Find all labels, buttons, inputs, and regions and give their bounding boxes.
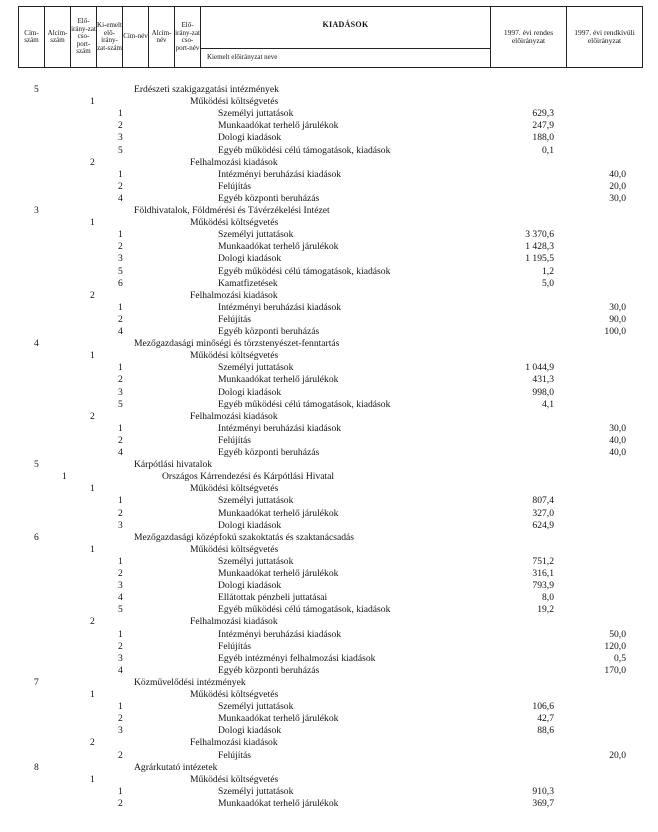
row-number: 6	[118, 277, 123, 289]
row-label: Felújítás	[218, 749, 252, 761]
row-number: 2	[118, 241, 123, 253]
row-label: Felhalmozási kiadások	[190, 156, 278, 168]
rendes-value: 1 044,9	[525, 362, 554, 374]
row-label: Egyéb központi beruházás	[218, 192, 320, 204]
row-label: Kamatfizetések	[218, 277, 278, 289]
row-number: 4	[118, 664, 123, 676]
table-row	[0, 508, 658, 520]
row-label: Dologi kiadások	[218, 132, 282, 144]
row-label: Mezőgazdasági minőségi és törzstenyészet-fenntartás	[134, 338, 340, 350]
row-label: Személyi juttatások	[218, 701, 294, 713]
rendes-value: 1,2	[542, 265, 554, 277]
rendes-value: 5,0	[542, 277, 554, 289]
header-alcimnev: Alcím-név	[149, 7, 175, 68]
row-label: Egyéb működési célú támogatások, kiadások	[218, 265, 391, 277]
rendes-value: 998,0	[532, 386, 554, 398]
table-row	[0, 120, 658, 132]
table-row	[0, 580, 658, 592]
row-label: Személyi juttatások	[218, 229, 294, 241]
table-row	[0, 677, 658, 689]
rendkivuli-value: 90,0	[609, 313, 626, 325]
table-row	[0, 96, 658, 108]
row-number: 2	[118, 507, 123, 519]
rendkivuli-value: 20,0	[609, 180, 626, 192]
row-number: 1	[90, 773, 95, 785]
row-number: 2	[90, 616, 95, 628]
rendkivuli-value: 40,0	[609, 168, 626, 180]
row-label: Személyi juttatások	[218, 362, 294, 374]
row-label: Felhalmozási kiadások	[190, 410, 278, 422]
table-row	[0, 604, 658, 616]
row-number: 4	[118, 592, 123, 604]
row-number: 3	[118, 386, 123, 398]
row-label: Intézményi beruházási kiadások	[218, 301, 342, 313]
table-row	[0, 350, 658, 362]
table-row	[0, 374, 658, 386]
rendes-value: 793,9	[532, 580, 554, 592]
row-number: 2	[118, 434, 123, 446]
rendes-value: 624,9	[532, 519, 554, 531]
rendkivuli-value: 40,0	[609, 447, 626, 458]
rendes-value: 807,4	[532, 495, 554, 507]
header-kiemelt-eloiranyzatszam: Ki-emelt elő-irány-zat-szám	[97, 7, 123, 68]
table-row	[0, 495, 658, 507]
row-label: Személyi juttatások	[218, 108, 294, 120]
row-number: 2	[118, 120, 123, 132]
row-label: Működési költségvetés	[190, 483, 279, 495]
row-label: Munkaadókat terhelő járulékok	[218, 713, 339, 725]
row-label: Munkaadókat terhelő járulékok	[218, 241, 339, 253]
rendes-value: 1 428,3	[525, 241, 554, 253]
row-number: 2	[90, 410, 95, 422]
row-label: Működési költségvetés	[190, 773, 279, 785]
row-number: 3	[118, 652, 123, 664]
table-row	[0, 653, 658, 665]
row-label: Ellátottak pénzbeli juttatásai	[218, 592, 328, 604]
row-label: Működési költségvetés	[190, 543, 279, 555]
rendkivuli-value: 0,5	[614, 652, 626, 664]
table-row	[0, 217, 658, 229]
row-number: 1	[118, 701, 123, 713]
rendes-value: 1 195,5	[525, 253, 554, 265]
header-kiadasok: KIADÁSOK	[201, 7, 491, 49]
table-row	[0, 241, 658, 253]
table-row	[0, 568, 658, 580]
row-number: 4	[118, 326, 123, 337]
table-row	[0, 798, 658, 810]
header-eloiranyzat-csoportszam: Elő-irány-zat cso-port-szám	[71, 7, 97, 68]
table-row	[0, 362, 658, 374]
table-row	[0, 459, 658, 471]
table-row	[0, 314, 658, 326]
header-rendkivuli-eloiranyzat: 1997. évi rendkívüli előirányzat	[567, 7, 643, 68]
row-label: Felhalmozási kiadások	[190, 289, 278, 301]
row-label: Működési költségvetés	[190, 689, 279, 700]
row-label: Egyéb működési célú támogatások, kiadások	[218, 604, 391, 616]
row-label: Munkaadókat terhelő járulékok	[218, 120, 339, 132]
row-label: Személyi juttatások	[218, 785, 294, 797]
row-number: 2	[90, 289, 95, 301]
row-label: Felújítás	[218, 180, 252, 192]
header-eloiranyzat-csoportnev: Elő-irány-zat cso-port-név	[175, 7, 201, 68]
row-number: 2	[118, 640, 123, 652]
table-row	[0, 556, 658, 568]
table-row	[0, 447, 658, 459]
table-row	[0, 326, 658, 338]
row-label: Egyéb működési célú támogatások, kiadások	[218, 398, 391, 410]
rendkivuli-value: 50,0	[609, 628, 626, 640]
table-row	[0, 290, 658, 302]
row-number: 1	[118, 555, 123, 567]
table-row	[0, 169, 658, 181]
row-number: 2	[118, 374, 123, 386]
row-label: Dologi kiadások	[218, 519, 282, 531]
row-label: Felújítás	[218, 434, 252, 446]
rendes-value: 629,3	[532, 108, 554, 120]
row-number: 1	[90, 543, 95, 555]
row-number: 2	[118, 749, 123, 761]
row-label: Dologi kiadások	[218, 253, 282, 265]
table-row	[0, 471, 658, 483]
header-cimszam: Cím-szám	[19, 7, 45, 68]
rendes-value: 3 370,6	[525, 229, 554, 241]
row-number: 7	[34, 676, 39, 688]
table-header	[18, 6, 643, 68]
table-row	[0, 387, 658, 399]
row-label: Működési költségvetés	[190, 217, 279, 229]
rendkivuli-value: 30,0	[609, 301, 626, 313]
rendkivuli-value: 170,0	[604, 664, 626, 676]
table-row	[0, 544, 658, 556]
row-number: 1	[118, 168, 123, 180]
table-row	[0, 713, 658, 725]
row-number: 4	[118, 192, 123, 204]
table-row	[0, 399, 658, 411]
row-label: Országos Kárrendezési és Kárpótlási Hivatal	[162, 471, 335, 483]
row-label: Felhalmozási kiadások	[190, 616, 278, 628]
table-row	[0, 108, 658, 120]
table-row	[0, 701, 658, 713]
row-label: Agrárkutató intézetek	[134, 761, 218, 773]
row-label: Működési költségvetés	[190, 350, 279, 362]
row-number: 1	[62, 471, 67, 483]
header-cimnev: Cím-név	[123, 7, 149, 68]
row-label: Egyéb központi beruházás	[218, 664, 320, 676]
row-label: Felújítás	[218, 313, 252, 325]
row-label: Dologi kiadások	[218, 725, 282, 737]
table-row	[0, 193, 658, 205]
table-row	[0, 532, 658, 544]
row-number: 1	[118, 362, 123, 374]
rendes-value: 8,0	[542, 592, 554, 604]
rendkivuli-value: 30,0	[609, 192, 626, 204]
row-number: 2	[90, 737, 95, 749]
row-number: 1	[118, 301, 123, 313]
row-number: 2	[90, 156, 95, 168]
table-row	[0, 145, 658, 157]
rendes-value: 316,1	[532, 568, 554, 579]
table-row	[0, 302, 658, 314]
rendes-value: 0,1	[542, 144, 554, 156]
row-number: 3	[118, 580, 123, 592]
rendes-value: 327,0	[532, 507, 554, 519]
table-row	[0, 181, 658, 193]
row-number: 5	[118, 604, 123, 616]
rendes-value: 4,1	[542, 398, 554, 410]
row-label: Kárpótlási hivatalok	[134, 459, 213, 471]
row-number: 2	[118, 313, 123, 325]
table-row	[0, 435, 658, 447]
row-number: 1	[90, 689, 95, 700]
row-label: Munkaadókat terhelő járulékok	[218, 374, 339, 386]
row-number: 6	[34, 531, 39, 543]
rendes-value: 431,3	[532, 374, 554, 386]
rendes-value: 19,2	[537, 604, 554, 616]
table-row	[0, 253, 658, 265]
row-number: 1	[90, 483, 95, 495]
table-row	[0, 278, 658, 290]
row-number: 2	[118, 180, 123, 192]
table-row	[0, 229, 658, 241]
row-label: Intézményi beruházási kiadások	[218, 422, 342, 434]
table-row	[0, 266, 658, 278]
row-label: Közművelődési intézmények	[134, 676, 246, 688]
row-number: 1	[118, 495, 123, 507]
table-row	[0, 338, 658, 350]
row-label: Földhivatalok, Földmérési és Távérzékelési Intézet	[134, 205, 330, 216]
row-label: Egyéb működési célú támogatások, kiadások	[218, 144, 391, 156]
row-number: 5	[118, 398, 123, 410]
rendes-value: 751,2	[532, 555, 554, 567]
row-label: Személyi juttatások	[218, 495, 294, 507]
rendes-value: 188,0	[532, 132, 554, 144]
table-row	[0, 205, 658, 217]
table-row	[0, 616, 658, 628]
rendes-value: 106,6	[532, 701, 554, 713]
row-number: 1	[118, 108, 123, 120]
row-number: 3	[118, 253, 123, 265]
row-number: 4	[34, 338, 39, 350]
row-number: 1	[118, 422, 123, 434]
rendkivuli-value: 30,0	[609, 422, 626, 434]
table-row	[0, 423, 658, 435]
rendes-value: 247,9	[532, 120, 554, 132]
rendes-value: 42,7	[537, 713, 554, 725]
row-number: 1	[90, 96, 95, 108]
table-row	[0, 411, 658, 423]
row-label: Munkaadókat terhelő járulékok	[218, 568, 339, 579]
row-label: Felhalmozási kiadások	[190, 737, 278, 749]
table-row	[0, 629, 658, 641]
row-number: 4	[118, 447, 123, 458]
row-label: Mezőgazdasági középfokú szakoktatás és szaktanácsadás	[134, 531, 355, 543]
table-row	[0, 665, 658, 677]
table-row	[0, 483, 658, 495]
header-rendes-eloiranyzat: 1997. évi rendes előirányzat	[491, 7, 567, 68]
rendes-value: 369,7	[532, 797, 554, 809]
row-number: 2	[118, 713, 123, 725]
row-number: 1	[90, 350, 95, 362]
row-label: Dologi kiadások	[218, 386, 282, 398]
row-number: 3	[118, 519, 123, 531]
table-row	[0, 786, 658, 798]
table-row	[0, 157, 658, 169]
row-label: Egyéb központi beruházás	[218, 447, 320, 458]
rendkivuli-value: 20,0	[609, 749, 626, 761]
row-number: 1	[118, 229, 123, 241]
row-label: Intézményi beruházási kiadások	[218, 168, 342, 180]
row-number: 3	[118, 725, 123, 737]
rendkivuli-value: 40,0	[609, 434, 626, 446]
row-number: 1	[90, 217, 95, 229]
row-label: Egyéb intézményi felhalmozási kiadások	[218, 652, 376, 664]
row-number: 3	[118, 132, 123, 144]
rendkivuli-value: 100,0	[604, 326, 626, 337]
table-row	[0, 689, 658, 701]
row-number: 1	[118, 628, 123, 640]
header-kiemelt-eloiranyzat-neve: Kiemelt előirányzat neve	[201, 49, 491, 68]
row-number: 5	[118, 265, 123, 277]
table-row	[0, 641, 658, 653]
table-row	[0, 737, 658, 749]
row-label: Erdészeti szakigazgatási intézmények	[134, 84, 279, 95]
row-label: Intézményi beruházási kiadások	[218, 628, 342, 640]
table-row	[0, 725, 658, 737]
table-row	[0, 520, 658, 532]
table-row	[0, 762, 658, 774]
header-alcimszam: Alcím-szám	[45, 7, 71, 68]
row-number: 5	[34, 84, 39, 95]
row-label: Felújítás	[218, 640, 252, 652]
row-label: Dologi kiadások	[218, 580, 282, 592]
row-number: 2	[118, 797, 123, 809]
table-row	[0, 774, 658, 786]
row-label: Munkaadókat terhelő járulékok	[218, 797, 339, 809]
row-number: 5	[34, 459, 39, 471]
row-label: Személyi juttatások	[218, 555, 294, 567]
row-number: 3	[34, 205, 39, 216]
table-row	[0, 84, 658, 96]
row-number: 1	[118, 785, 123, 797]
rendes-value: 910,3	[532, 785, 554, 797]
table-row	[0, 132, 658, 144]
rendes-value: 88,6	[537, 725, 554, 737]
row-number: 2	[118, 568, 123, 579]
rendkivuli-value: 120,0	[604, 640, 626, 652]
row-number: 5	[118, 144, 123, 156]
table-row	[0, 592, 658, 604]
table-row	[0, 750, 658, 762]
row-label: Munkaadókat terhelő járulékok	[218, 507, 339, 519]
row-label: Egyéb központi beruházás	[218, 326, 320, 337]
row-label: Működési költségvetés	[190, 96, 279, 108]
row-number: 8	[34, 761, 39, 773]
